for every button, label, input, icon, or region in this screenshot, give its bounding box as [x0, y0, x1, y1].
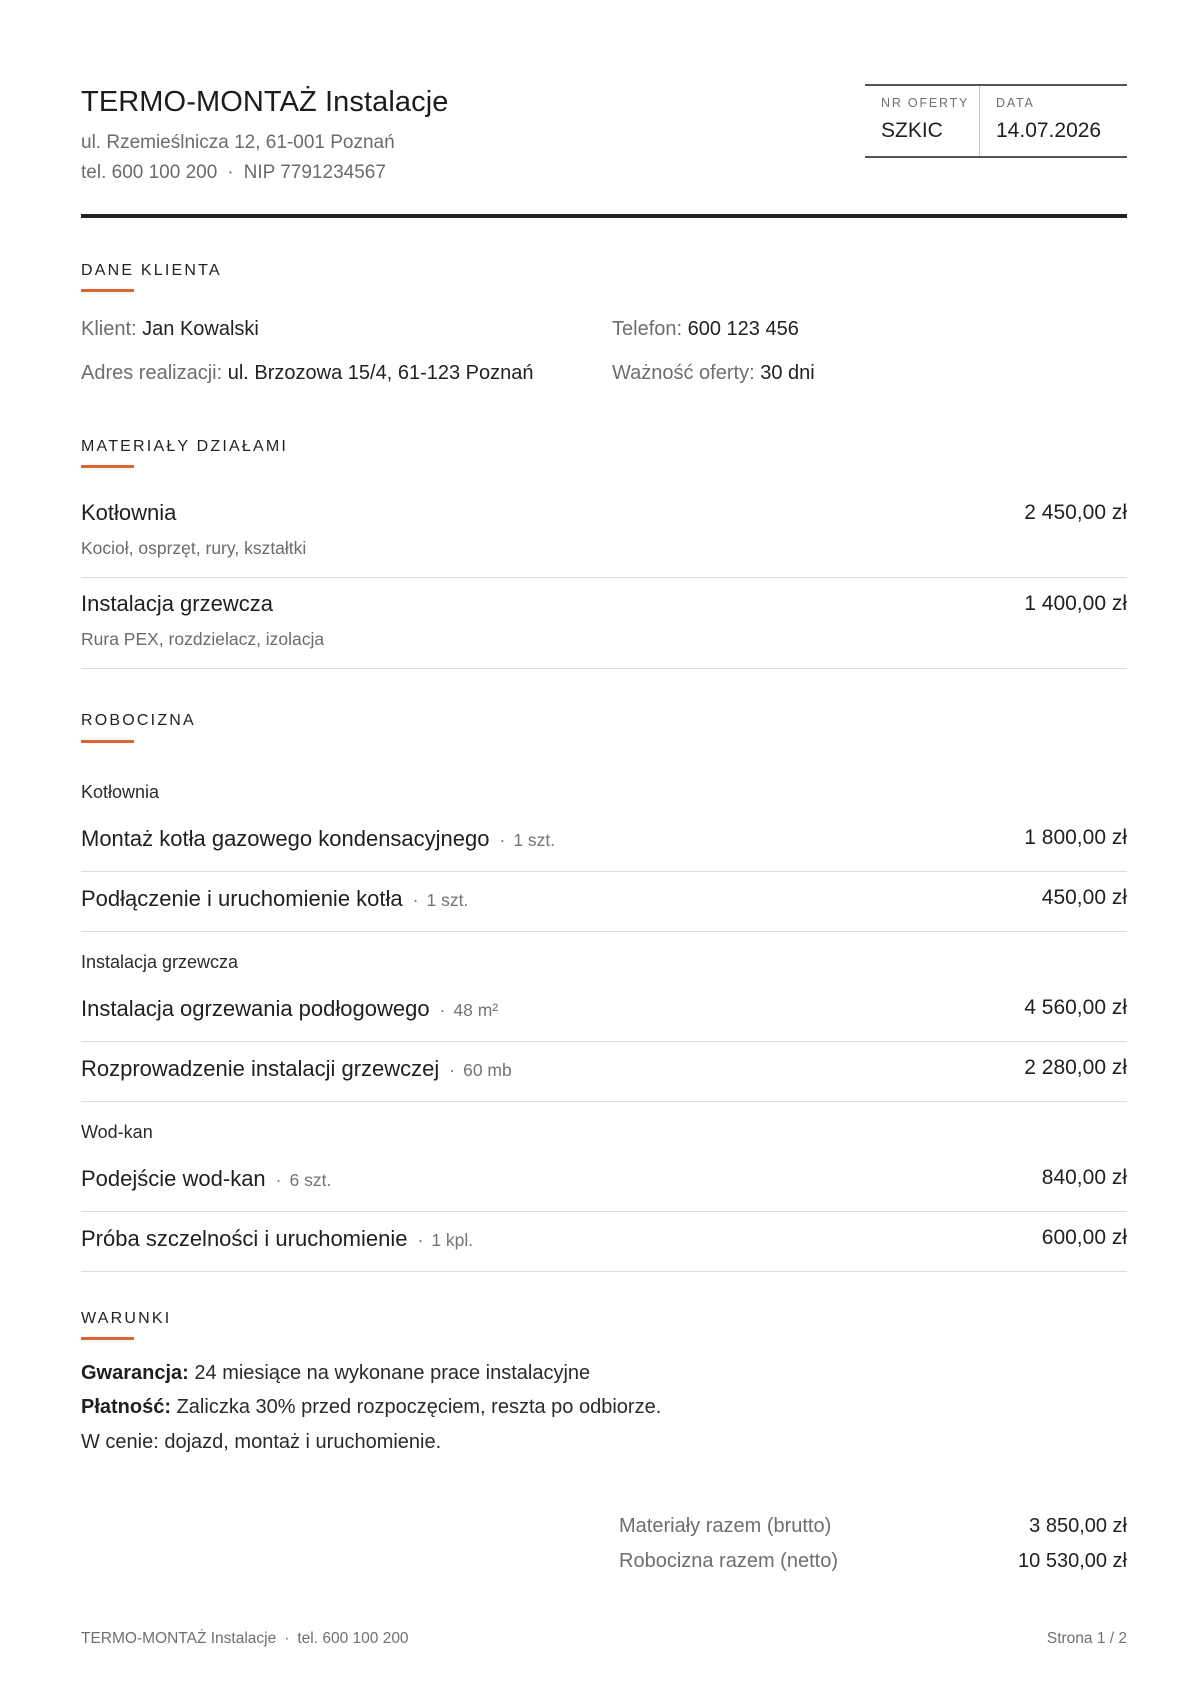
company-contact — [81, 162, 386, 184]
warranty-label: Gwarancja: — [81, 1362, 189, 1384]
offer-validity-value: 30 dni — [760, 362, 815, 384]
material-price: 1 400,00 zł — [1024, 592, 1127, 615]
offer-date-cell — [980, 86, 1127, 156]
footer-company — [81, 1630, 409, 1648]
labour-row — [81, 1226, 1127, 1256]
client-address-label: Adres realizacji: — [81, 362, 223, 384]
offer-validity-label: Ważność oferty: — [612, 362, 755, 384]
labour-item — [81, 886, 468, 912]
row-divider — [81, 1211, 1127, 1212]
client-phone-value: 600 123 456 — [687, 318, 799, 340]
labour-item-name: Próba szczelności i uruchomienie — [81, 1226, 408, 1251]
labour-item-qty — [439, 1060, 511, 1080]
header-divider — [81, 214, 1127, 218]
separator-dot: · — [227, 162, 234, 183]
client-phone-field — [612, 318, 799, 341]
labour-group-title: Instalacja grzewcza — [81, 952, 239, 972]
material-description: Kocioł, osprzęt, rury, kształtki — [81, 538, 307, 558]
section-accent-bar — [81, 289, 134, 292]
client-name-label: Klient: — [81, 318, 137, 340]
labour-item-price: 4 560,00 zł — [1024, 996, 1127, 1019]
separator-dot: · — [449, 1060, 456, 1080]
materials-total-row — [619, 1515, 1127, 1543]
labour-item-qty — [403, 890, 469, 910]
labour-row — [81, 826, 1127, 856]
labour-item-qty — [430, 1000, 499, 1020]
quote-page — [81, 0, 1127, 1697]
page-number: Strona 1 / 2 — [1046, 1630, 1127, 1647]
labour-group-title: Kotłownia — [81, 782, 160, 802]
labour-section-title: ROBOCIZNA — [81, 712, 196, 729]
offer-number-cell — [865, 86, 980, 156]
labour-item-price: 600,00 zł — [1041, 1226, 1127, 1249]
offer-info-box — [865, 84, 1127, 158]
labour-item-qty-value: 60 mb — [463, 1060, 512, 1080]
materials-total-label: Materiały razem (brutto) — [619, 1515, 832, 1537]
separator-dot: · — [499, 830, 506, 850]
payment-text: Zaliczka 30% przed rozpoczęciem, reszta po odbiorze. — [176, 1396, 662, 1418]
labour-item — [81, 826, 555, 852]
labour-row — [81, 996, 1127, 1026]
offer-date-label: DATA — [996, 96, 1035, 110]
material-name: Kotłownia — [81, 500, 177, 525]
warranty-text: 24 miesiące na wykonane prace instalacyjne — [194, 1362, 591, 1384]
payment-term — [81, 1396, 661, 1419]
section-accent-bar — [81, 1337, 134, 1340]
labour-item-qty-value: 1 kpl. — [431, 1230, 474, 1250]
row-divider — [81, 577, 1127, 578]
labour-item-price: 2 280,00 zł — [1024, 1056, 1127, 1079]
labour-item-name: Montaż kotła gazowego kondensacyjnego — [81, 826, 490, 851]
labour-total-row — [619, 1550, 1127, 1578]
separator-dot: · — [439, 1000, 446, 1020]
included-term: W cenie: dojazd, montaż i uruchomienie. — [81, 1431, 442, 1453]
labour-total-label: Robocizna razem (netto) — [619, 1550, 838, 1572]
offer-number-value: SZKIC — [881, 119, 943, 142]
labour-item-qty — [490, 830, 556, 850]
company-nip: NIP 7791234567 — [243, 162, 386, 183]
labour-total-value: 10 530,00 zł — [1018, 1550, 1127, 1572]
section-accent-bar — [81, 740, 134, 743]
offer-date-value: 14.07.2026 — [996, 119, 1102, 142]
labour-row — [81, 886, 1127, 916]
company-address: ul. Rzemieślnicza 12, 61-001 Poznań — [81, 132, 395, 153]
labour-row — [81, 1056, 1127, 1086]
labour-item — [81, 996, 498, 1022]
row-divider — [81, 871, 1127, 872]
row-divider — [81, 668, 1127, 669]
row-divider — [81, 1101, 1127, 1102]
offer-number-label: NR OFERTY — [881, 96, 970, 110]
labour-item-price: 1 800,00 zł — [1024, 826, 1127, 849]
materials-total-value: 3 850,00 zł — [1029, 1515, 1127, 1537]
material-name: Instalacja grzewcza — [81, 591, 273, 616]
offer-validity-field — [612, 362, 815, 385]
labour-item-price: 450,00 zł — [1041, 886, 1127, 909]
row-divider — [81, 931, 1127, 932]
materials-section-title: MATERIAŁY DZIAŁAMI — [81, 438, 289, 455]
labour-item — [81, 1166, 331, 1192]
separator-dot: · — [412, 890, 419, 910]
labour-item-qty-value: 48 m² — [453, 1000, 499, 1020]
terms-section-title: WARUNKI — [81, 1310, 172, 1327]
separator-dot: · — [284, 1630, 290, 1647]
row-divider — [81, 1271, 1127, 1272]
client-address-field — [81, 362, 534, 385]
labour-item-qty-value: 6 szt. — [289, 1170, 332, 1190]
labour-item-qty-value: 1 szt. — [426, 890, 469, 910]
footer-company-name: TERMO-MONTAŻ Instalacje — [81, 1630, 277, 1647]
payment-label: Płatność: — [81, 1396, 172, 1418]
material-price: 2 450,00 zł — [1024, 501, 1127, 524]
separator-dot: · — [417, 1230, 424, 1250]
material-description: Rura PEX, rozdzielacz, izolacja — [81, 629, 325, 649]
labour-item-qty-value: 1 szt. — [513, 830, 556, 850]
company-phone: tel. 600 100 200 — [81, 162, 218, 183]
labour-item — [81, 1056, 512, 1082]
footer-phone: tel. 600 100 200 — [297, 1630, 409, 1647]
labour-item-name: Rozprowadzenie instalacji grzewczej — [81, 1056, 440, 1081]
labour-item-qty — [408, 1230, 474, 1250]
labour-item-name: Podłączenie i uruchomienie kotła — [81, 886, 403, 911]
client-phone-label: Telefon: — [612, 318, 683, 340]
client-section-title: DANE KLIENTA — [81, 262, 222, 279]
labour-item — [81, 1226, 473, 1252]
labour-item-qty — [266, 1170, 332, 1190]
labour-group-title: Wod-kan — [81, 1122, 153, 1142]
warranty-term — [81, 1362, 590, 1385]
labour-item-name: Podejście wod-kan — [81, 1166, 266, 1191]
client-address-value: ul. Brzozowa 15/4, 61-123 Poznań — [227, 362, 534, 384]
separator-dot: · — [275, 1170, 282, 1190]
client-name-value: Jan Kowalski — [142, 318, 259, 340]
row-divider — [81, 1041, 1127, 1042]
labour-row — [81, 1166, 1127, 1196]
client-name-field — [81, 318, 259, 341]
company-name: TERMO-MONTAŻ Instalacje — [81, 86, 449, 118]
section-accent-bar — [81, 465, 134, 468]
labour-item-price: 840,00 zł — [1041, 1166, 1127, 1189]
labour-item-name: Instalacja ogrzewania podłogowego — [81, 996, 430, 1021]
